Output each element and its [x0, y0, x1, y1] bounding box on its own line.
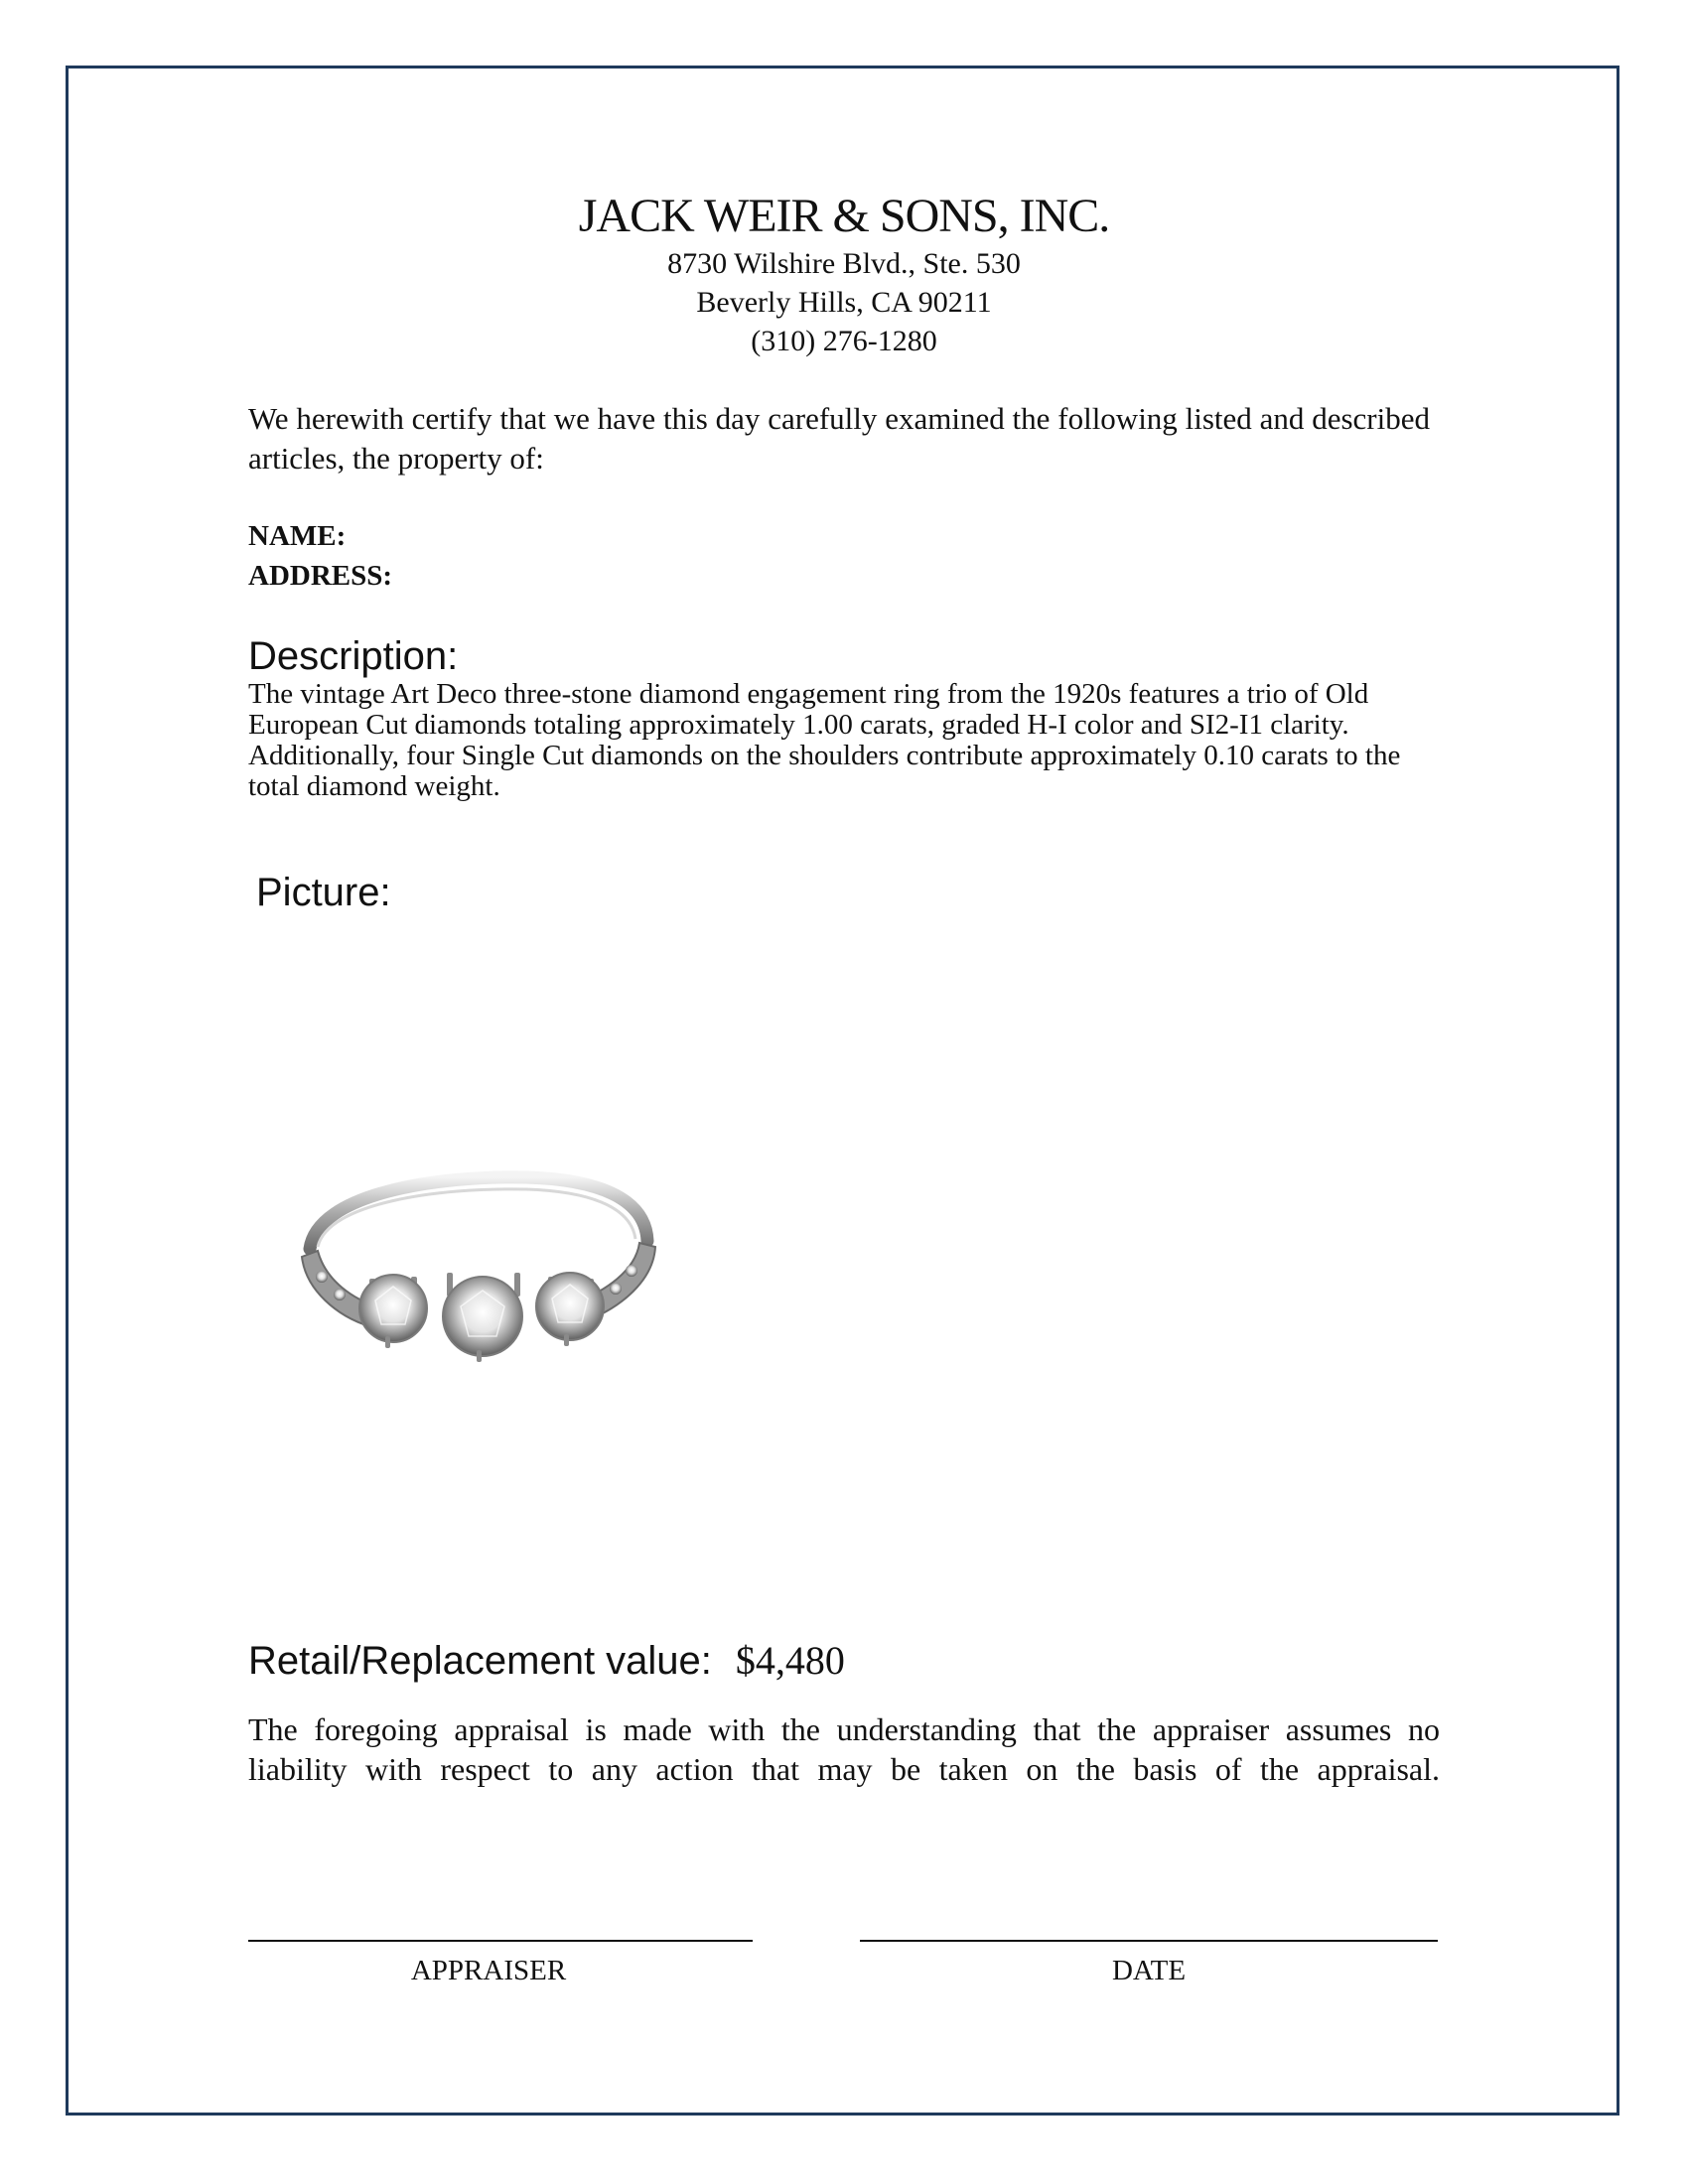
appraiser-label: APPRAISER	[410, 1955, 567, 1986]
phone-number: (310) 276-1280	[751, 325, 937, 357]
description-heading: Description:	[248, 634, 459, 678]
address-line-2: Beverly Hills, CA 90211	[696, 286, 992, 319]
appraiser-signature-line	[248, 1940, 753, 1942]
retail-value-label: Retail/Replacement value:	[248, 1639, 712, 1683]
ring-photo	[288, 1132, 685, 1430]
certification-statement: We herewith certify that we have this day carefully examined the following listed and described articles, the property of:	[248, 401, 1430, 476]
address-label: ADDRESS:	[248, 560, 393, 592]
name-label: NAME:	[248, 520, 347, 552]
liability-disclaimer: The foregoing appraisal is made with the understanding that the appraiser assumes no liability with respect to any action that may be taken on the basis of the appraisal.	[248, 1711, 1440, 1787]
address-line-1: 8730 Wilshire Blvd., Ste. 530	[667, 247, 1021, 280]
letterhead	[0, 189, 1688, 360]
retail-value	[248, 1638, 845, 1684]
description-text: The vintage Art Deco three-stone diamond engagement ring from the 1920s features a trio of Old European Cut diamonds totaling approximately 1.00 carats, graded H-I color and SI2-I1 clarity. Additionally, four Single Cut diamonds on the shoulders contribute approximately 0.10 carats to the total diamond weight.	[248, 678, 1401, 802]
page-frame	[66, 66, 1619, 2116]
retail-value-amount: $4,480	[735, 1638, 845, 1683]
date-label: DATE	[1111, 1955, 1187, 1986]
date-signature-line	[860, 1940, 1438, 1942]
company-name: JACK WEIR & SONS, INC.	[578, 190, 1110, 242]
picture-heading: Picture:	[256, 871, 391, 914]
